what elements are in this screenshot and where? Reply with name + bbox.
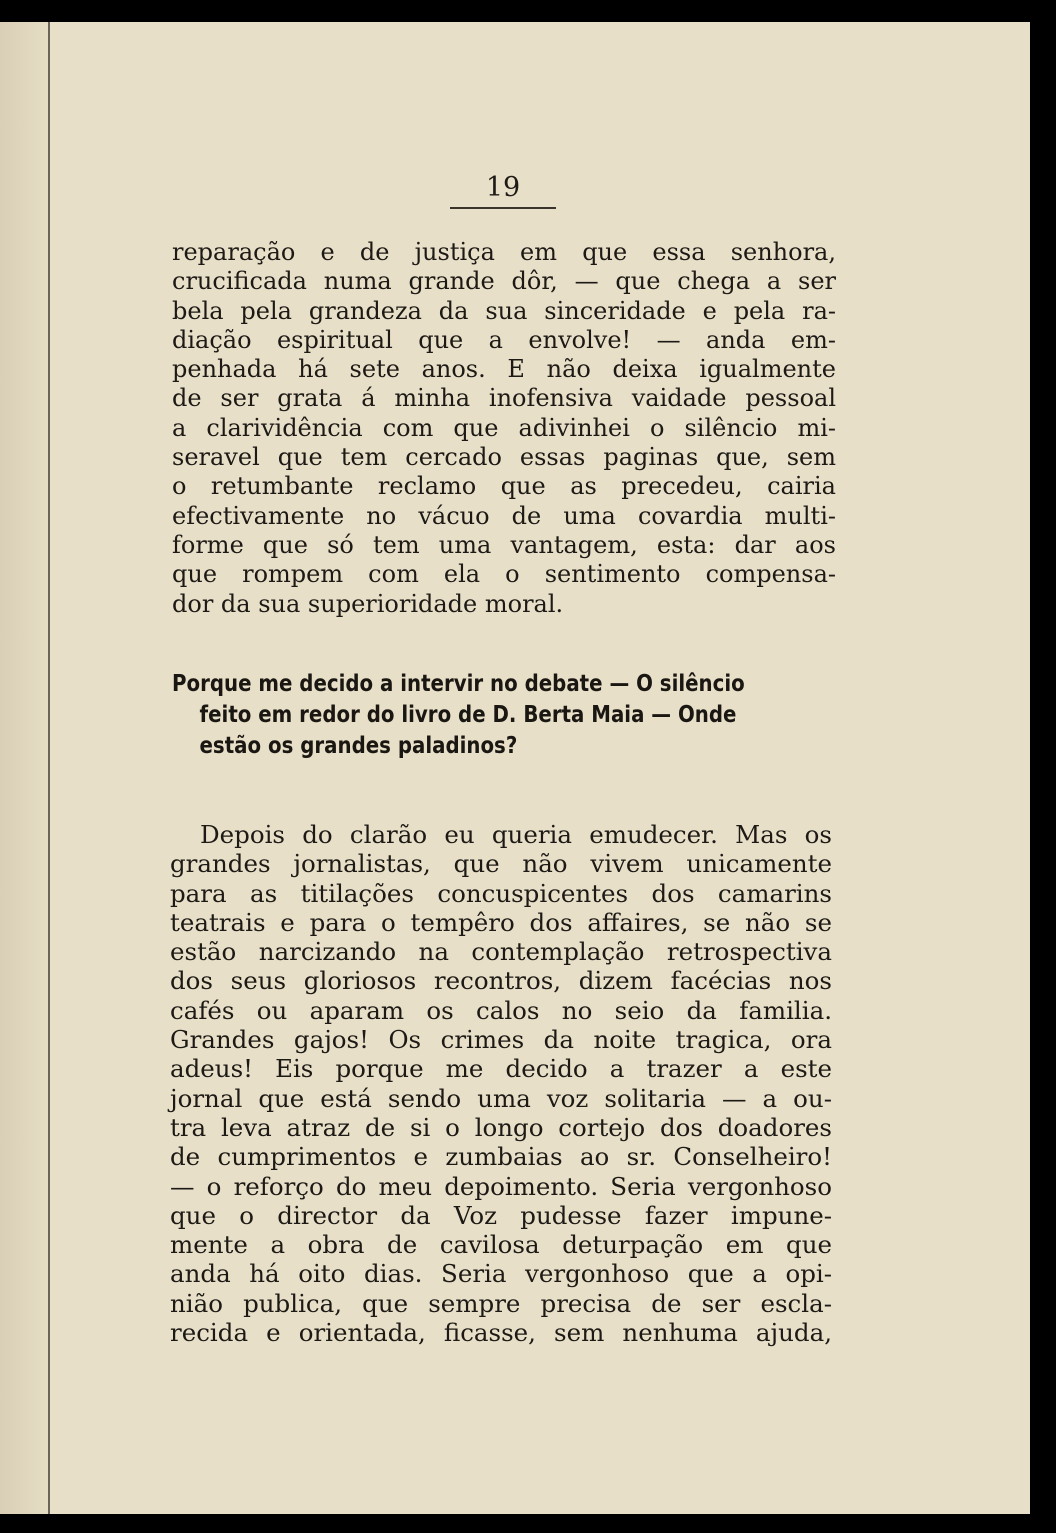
paragraph-1 bbox=[172, 238, 836, 619]
spine-edge bbox=[48, 22, 50, 1514]
text-line: teatrais e para o tempêro dos affaires, se não se bbox=[170, 907, 832, 937]
text-line: dos seus gloriosos recontros, dizem facécias nos bbox=[170, 966, 832, 996]
text-line: nião publica, que sempre precisa de ser escla- bbox=[170, 1288, 832, 1318]
text-line: seravel que tem cercado essas paginas que, sem bbox=[172, 443, 836, 472]
text-line: adeus! Eis porque me decido a trazer a este bbox=[170, 1054, 832, 1084]
text-line: recida e orientada, ficasse, sem nenhuma ajuda, bbox=[170, 1318, 832, 1348]
page-number: 19 bbox=[485, 172, 521, 203]
text-line: dor da sua superioridade moral. bbox=[172, 589, 564, 618]
text-line: a clarividência com que adivinhei o silêncio mi- bbox=[172, 413, 836, 442]
text-line: forme que só tem uma vantagem, esta: dar aos bbox=[172, 530, 836, 559]
text-line: o retumbante reclamo que as precedeu, cairia bbox=[172, 472, 836, 501]
paragraph-2 bbox=[170, 820, 832, 1347]
text-line: de ser grata á minha inofensiva vaidade pessoal bbox=[172, 384, 836, 413]
heading-line: Porque me decido a intervir no debate — O silêncio bbox=[172, 671, 745, 697]
page-spine bbox=[0, 22, 50, 1514]
page-number-rule bbox=[450, 207, 556, 209]
book-page bbox=[0, 22, 1030, 1514]
text-line: diação espiritual que a envolve! — anda em- bbox=[172, 325, 836, 354]
section-heading bbox=[172, 669, 743, 762]
text-line: de cumprimentos e zumbaias ao sr. Conselheiro! bbox=[170, 1142, 832, 1172]
text-line: estão narcizando na contemplação retrospectiva bbox=[170, 937, 832, 967]
text-line: reparação e de justiça em que essa senhora, bbox=[172, 238, 836, 266]
heading-line: estão os grandes paladinos? bbox=[199, 733, 518, 759]
text-line: efectivamente no vácuo de uma covardia multi- bbox=[172, 501, 836, 530]
text-line: crucificada numa grande dôr, — que chega a ser bbox=[172, 267, 836, 296]
text-line: penhada há sete anos. E não deixa igualmente bbox=[172, 355, 836, 384]
text-line: que rompem com ela o sentimento compensa- bbox=[172, 560, 836, 589]
text-line: que o director da Voz pudesse fazer impune- bbox=[170, 1200, 832, 1230]
text-line: anda há oito dias. Seria vergonhoso que a opi- bbox=[170, 1259, 832, 1289]
text-line: grandes jornalistas, que não vivem unicamente bbox=[170, 849, 832, 879]
text-line: tra leva atraz de si o longo cortejo dos doadores bbox=[170, 1112, 832, 1142]
heading-line: feito em redor do livro de D. Berta Maia — Onde bbox=[199, 702, 737, 728]
text-line: cafés ou aparam os calos no seio da familia. bbox=[170, 995, 832, 1025]
text-line: para as titilações concuspicentes dos camarins bbox=[170, 878, 832, 908]
text-line: bela pela grandeza da sua sinceridade e pela ra- bbox=[172, 296, 836, 325]
text-line: jornal que está sendo uma voz solitaria — a ou- bbox=[170, 1083, 832, 1113]
text-line: Depois do clarão eu queria emudecer. Mas os bbox=[200, 820, 832, 849]
text-line: — o reforço do meu depoimento. Seria vergonhoso bbox=[170, 1171, 832, 1201]
text-line: mente a obra de cavilosa deturpação em que bbox=[170, 1230, 832, 1260]
text-line: Grandes gajos! Os crimes da noite tragica, ora bbox=[170, 1025, 832, 1055]
